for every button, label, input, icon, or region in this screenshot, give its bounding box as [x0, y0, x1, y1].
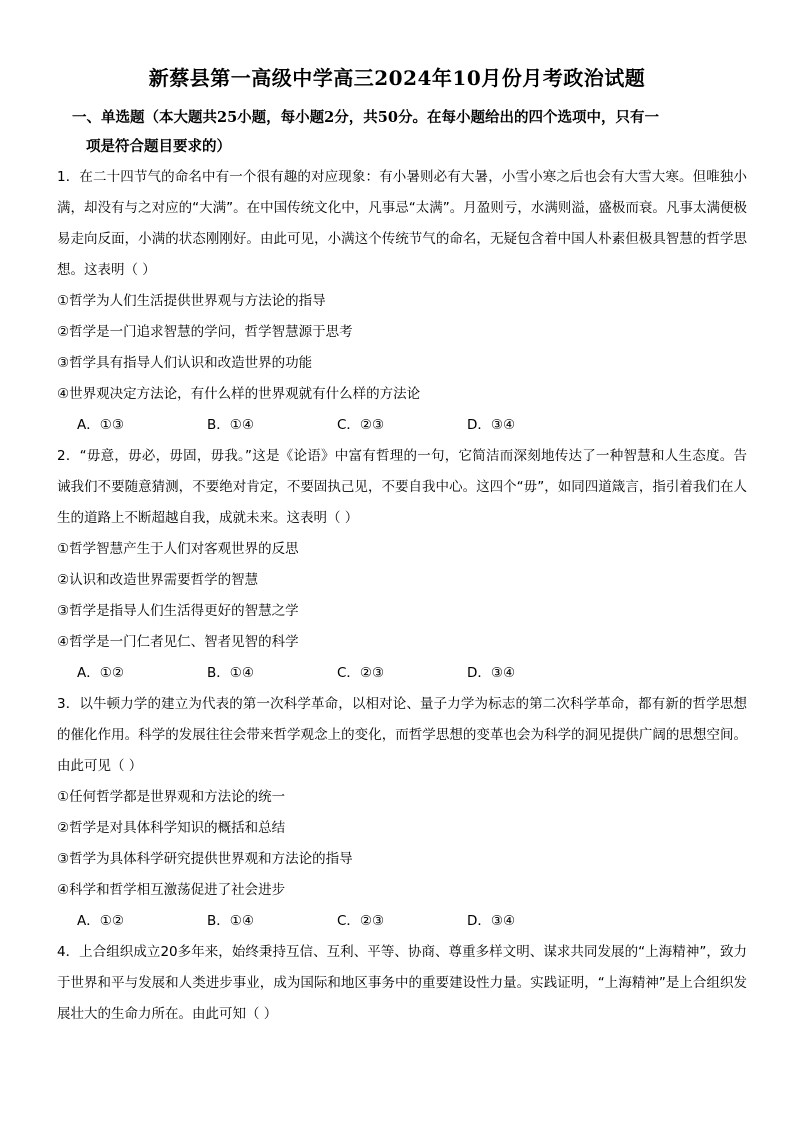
answer-choices — [57, 906, 747, 937]
question-statement: ①哲学智慧产生于人们对客观世界的反思 — [57, 541, 299, 557]
question-stem: 3．以牛顿力学的建立为代表的第一次科学革命，以相对论、量子力学为标志的第二次科学革命，都有新的哲学思想的催化作用。科学的发展往往会带来哲学观念上的变化，而哲学思想的变革也会为科学的洞见提供广阔的思想空间。由此可见（ ） — [57, 696, 747, 774]
answer-choice-a: A．①② — [77, 665, 124, 681]
question-statement: ②哲学是一门追求智慧的学问，哲学智慧源于思考 — [57, 324, 353, 340]
answer-choice-d: D．③④ — [467, 913, 516, 929]
question-statement: ④世界观决定方法论，有什么样的世界观就有什么样的方法论 — [57, 386, 421, 402]
question-statement: ③哲学为具体科学研究提供世界观和方法论的指导 — [57, 851, 353, 867]
question-statement: ①哲学为人们生活提供世界观与方法论的指导 — [57, 293, 326, 309]
answer-choice-c: C．②③ — [337, 665, 385, 681]
question-list — [57, 162, 747, 1030]
question-statement: ③哲学具有指导人们认识和改造世界的功能 — [57, 355, 313, 371]
section-heading — [72, 103, 732, 161]
answer-choice-a: A．①② — [77, 913, 124, 929]
question-1 — [57, 162, 747, 441]
answer-choices — [57, 410, 747, 441]
section-heading-line1: 一、单选题（本大题共25小题，每小题2分，共50分。在每小题给出的四个选项中，只有一 — [72, 109, 659, 126]
question-statement: ③哲学是指导人们生活得更好的智慧之学 — [57, 603, 299, 619]
answer-choice-c: C．②③ — [337, 913, 385, 929]
question-statement: ①任何哲学都是世界观和方法论的统一 — [57, 789, 286, 805]
question-statement: ④科学和哲学相互激荡促进了社会进步 — [57, 882, 286, 898]
answer-choice-d: D．③④ — [467, 417, 516, 433]
question-statement: ②哲学是对具体科学知识的概括和总结 — [57, 820, 286, 836]
answer-choice-b: B．①④ — [207, 417, 254, 433]
question-4 — [57, 937, 747, 1030]
answer-choice-b: B．①④ — [207, 913, 254, 929]
question-stem: 4．上合组织成立20多年来，始终秉持互信、互利、平等、协商、尊重多样文明、谋求共同发展的“上海精神”，致力于世界和平与发展和人类进步事业，成为国际和地区事务中的重要建设性力量。实践证明，“上海精神”是上合组织发展壮大的生命力所在。由此可知（ ） — [57, 944, 747, 1022]
question-statement: ②认识和改造世界需要哲学的智慧 — [57, 572, 259, 588]
question-stem: 2．“毋意，毋必，毋固，毋我。”这是《论语》中富有哲理的一句，它简洁而深刻地传达了一种智慧和人生态度。告诫我们不要随意猜测，不要绝对肯定，不要固执己见，不要自我中心。这四个“毋”，如同四道箴言，指引着我们在人生的道路上不断超越自我，成就未来。这表明（ ） — [57, 448, 747, 526]
answer-choices — [57, 658, 747, 689]
question-3 — [57, 689, 747, 937]
answer-choice-c: C．②③ — [337, 417, 385, 433]
question-statement: ④哲学是一门仁者见仁、智者见智的科学 — [57, 634, 299, 650]
question-2 — [57, 441, 747, 689]
answer-choice-d: D．③④ — [467, 665, 516, 681]
answer-choice-a: A．①③ — [77, 417, 124, 433]
question-stem: 1．在二十四节气的命名中有一个很有趣的对应现象：有小暑则必有大暑，小雪小寒之后也会有大雪大寒。但唯独小满，却没有与之对应的“大满”。在中国传统文化中，凡事忌“太满”。月盈则亏，水满则溢，盛极而衰。凡事太满便极易走向反面，小满的状态刚刚好。由此可见，小满这个传统节气的命名，无疑包含着中国人朴素但极具智慧的哲学思想。这表明（ ） — [57, 169, 747, 278]
answer-choice-b: B．①④ — [207, 665, 254, 681]
exam-title: 新蔡县第一高级中学高三2024年10月份月考政治试题 — [148, 66, 646, 90]
section-heading-line2: 项是符合题目要求的） — [86, 138, 231, 155]
